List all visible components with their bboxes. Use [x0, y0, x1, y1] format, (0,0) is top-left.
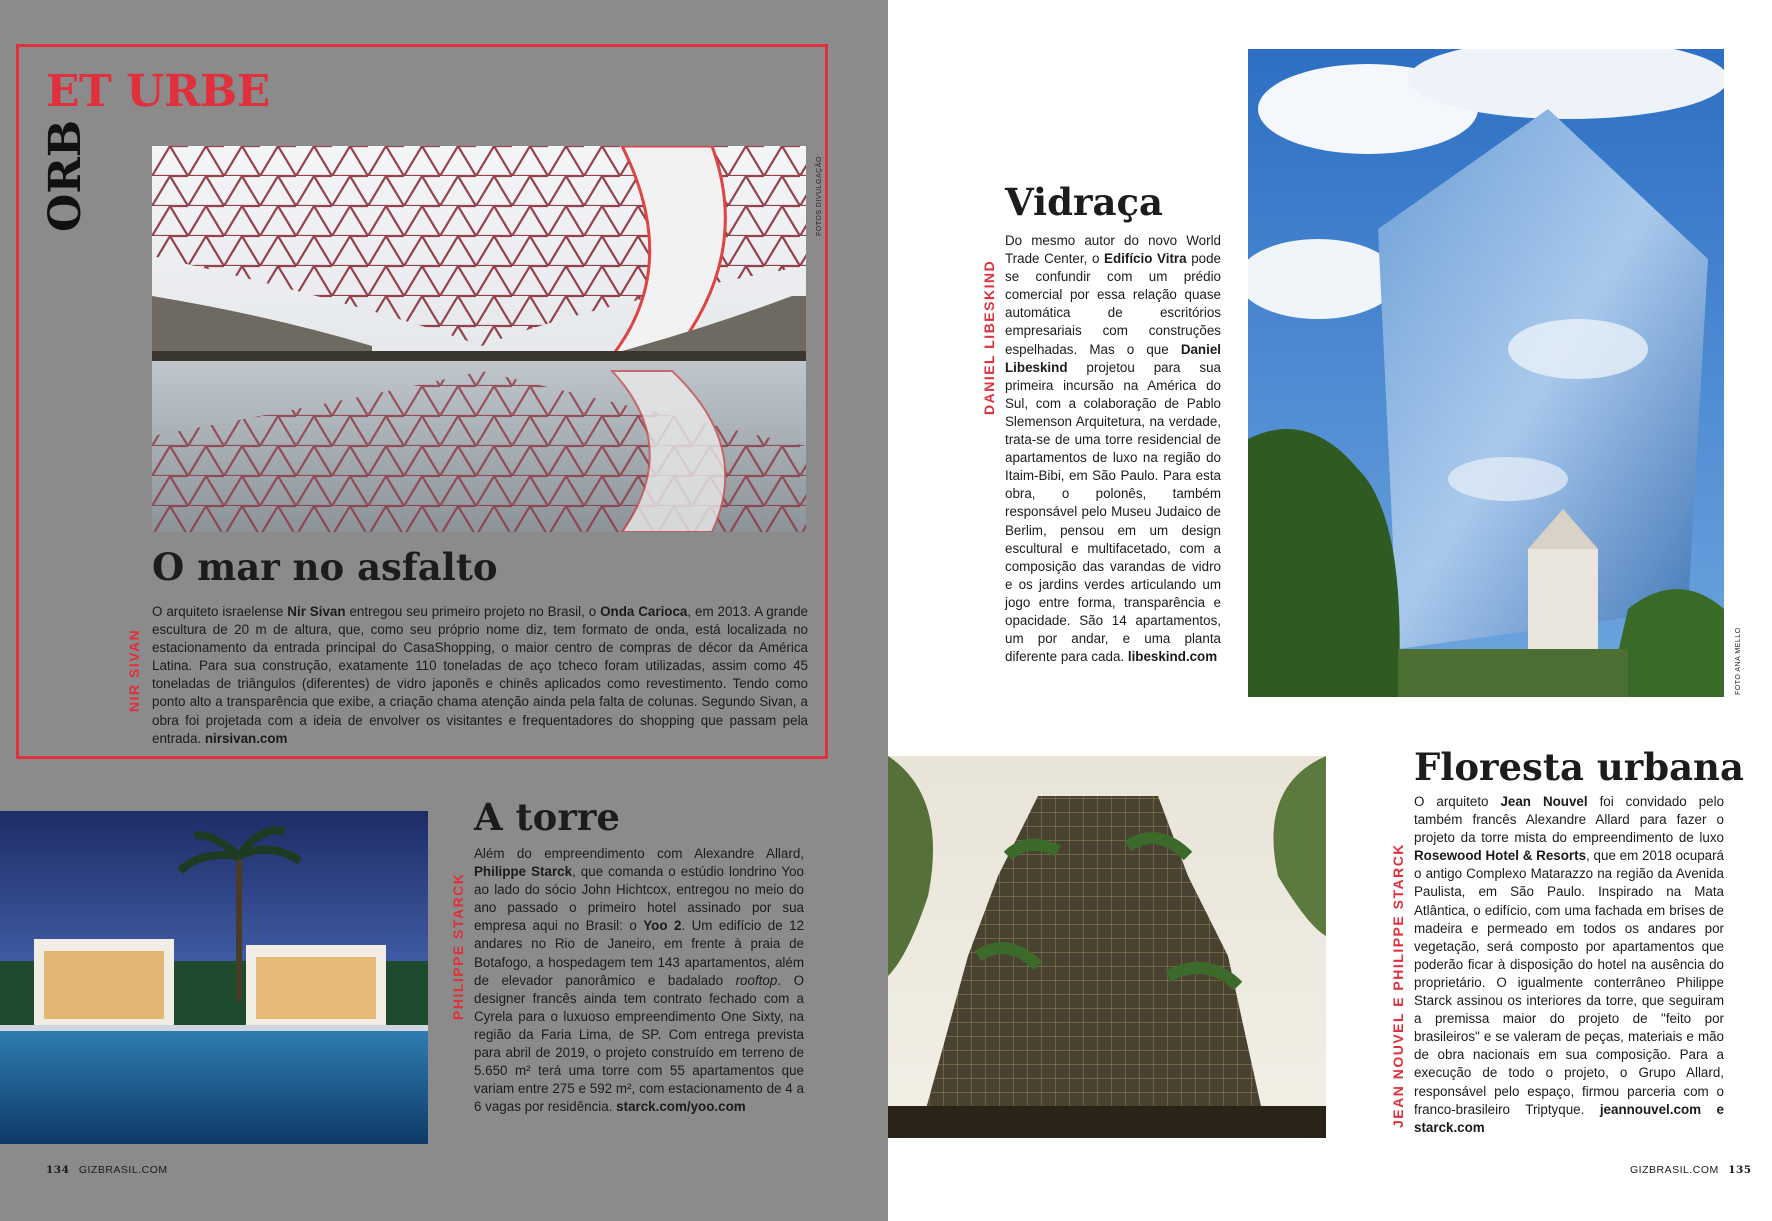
body-segment: , que comanda o estúdio londrino Yoo ao lado do sócio John Hichtcox, entregou no meio do ano passado o primeiro hotel assinado por sua empresa aqui no Brasil: o [474, 864, 804, 934]
body-segment: Do mesmo autor do novo World Trade Center, o [1005, 233, 1221, 267]
article-body [474, 845, 804, 1116]
body-segment: libeskind.com [1127, 649, 1218, 665]
footer-right [1630, 1164, 1752, 1176]
body-segment: . Um edifício de 12 andares no Rio de Janeiro, em frente à praia de Botafogo, a hospedagem tem 143 apartamentos, além de elevador panorâmico e badalado [474, 918, 804, 988]
body-segment: Philippe Starck [474, 864, 573, 880]
page-number: 135 [1728, 1164, 1752, 1176]
body-segment: starck.com/yoo.com [616, 1099, 746, 1115]
article-author-label: JEAN NOUVEL E PHILIPPE STARCK [1390, 843, 1406, 1128]
body-segment: O arquiteto israelense [152, 604, 288, 619]
body-segment: O arquiteto [1414, 794, 1501, 809]
article-title: A torre [474, 795, 620, 839]
body-segment: rooftop [735, 972, 778, 988]
article-body [152, 603, 808, 748]
body-segment: Yoo 2 [643, 918, 682, 934]
article-author-label: NIR SIVAN [126, 628, 142, 712]
photo-onda-carioca [152, 146, 806, 532]
body-segment: , em 2013. A grande escultura de 20 m de altura, que, como seu próprio nome diz, tem formato de onda, está localizada no estacionamento da entrada principal do CasaShopping, o maior centro de compras de décor da América Latina. Para sua construção, exatamente 110 toneladas de aço tcheco foram utilizadas, assim como 45 toneladas de triângulos (diferentes) de vidro japonês e chinês aplicados como revestimento. Tendo como ponto alto a transparência que exibe, a criação chama atenção ainda pela falta de colunas. Segundo Sivan, a obra foi projetada com a ideia de envolver os visitantes e frequentadores do shopping que passam pela entrada. [152, 604, 808, 746]
photo-credit: FOTOS DIVULGAÇÃO [816, 156, 823, 236]
photo-floresta-urbana [888, 756, 1326, 1138]
body-segment: Daniel Libeskind [1005, 341, 1221, 375]
body-segment: foi convidado pelo também francês Alexandre Allard para fazer o projeto da torre mista do empreendimento de luxo [1414, 794, 1725, 846]
body-segment: nirsivan.com [204, 730, 288, 746]
body-segment: jeannouvel.com e starck.com [1414, 1101, 1724, 1135]
body-segment: Edifício Vitra [1104, 251, 1187, 267]
article-title: Vidraça [1005, 180, 1163, 224]
article-body [1005, 232, 1221, 666]
body-segment: projetou para sua primeira incursão na América do Sul, com a colaboração de Pablo Slemenson Arquitetura, na verdade, trata-se de uma torre residencial de apartamentos de luxo na região do Itaim-Bibi, em São Paulo. Para esta obra, o polonês, também responsável pelo Museu Judaico de Berlim, pensou em um design escultural e multifacetado, com a composição das varandas de vidro e os jardins verdes articulando um jogo entre forma, transparência e opacidade. São 14 apartamentos, um por andar, e uma planta diferente para cada. [1005, 359, 1221, 665]
photo-yoo2 [0, 811, 428, 1144]
body-segment: Além do empreendimento com Alexandre Allard, [474, 846, 804, 861]
body-segment: pode se confundir com um prédio comercial por essa relação quase automática de escritórios empresariais com construções espelhadas. Mas o que [1005, 251, 1221, 357]
body-segment: . O designer francês ainda tem contrato fechado com a Cyrela para o luxuoso empreendimento One Sixty, na região da Faria Lima, de SP. Com entrega prevista para abril de 2019, o projeto construído em terreno de 5.650 m² terá uma torre com 55 apartamentos que variam entre 275 e 592 m², com estacionamento de 4 a 6 vagas por residência. [474, 972, 804, 1115]
footer-left [46, 1164, 168, 1176]
body-segment: Rosewood Hotel & Resorts [1414, 848, 1587, 864]
body-segment: Onda Carioca [600, 604, 688, 619]
article-title: O mar no asfalto [152, 545, 498, 589]
page-number: 134 [46, 1164, 70, 1176]
body-segment: Nir Sivan [287, 604, 346, 619]
photo-edificio-vitra [1248, 49, 1724, 697]
article-body [1414, 793, 1724, 1137]
section-title-red: ET URBE [46, 66, 270, 117]
article-author-label: PHILIPPE STARCK [450, 872, 466, 1020]
site-name: GIZBRASIL.COM [78, 1164, 168, 1176]
article-author-label: DANIEL LIBESKIND [981, 259, 997, 415]
site-name: GIZBRASIL.COM [1630, 1164, 1719, 1176]
body-segment: , que em 2018 ocupará o antigo Complexo Matarazzo na região da Avenida Paulista, em São Paulo. Inspirado na Mata Atlântica, o edifício, com uma fachada em brises de madeira e permeado em todos os andares por vegetação, será composto por apartamentos que poderão ficar à disposição do hotel na ausência do proprietário. O igualmente conterrâneo Philippe Starck assinou os interiores da torre, que seguiram a premissa maior do projeto de "feito por brasileiros" e se valeram de peças, materiais e mão de obra nacionais em sua composição. Para a execução de todo o projeto, o Grupo Allard, responsável pelo espaço, firmou parceria com o franco-brasileiro Triptyque. [1414, 848, 1724, 1117]
article-title: Floresta urbana [1414, 745, 1744, 789]
body-segment: entregou seu primeiro projeto no Brasil, o [345, 604, 601, 619]
section-title-vertical: ORB [40, 119, 91, 232]
body-segment: Jean Nouvel [1500, 794, 1588, 809]
photo-credit: FOTO ANA MELLO [1735, 627, 1742, 695]
